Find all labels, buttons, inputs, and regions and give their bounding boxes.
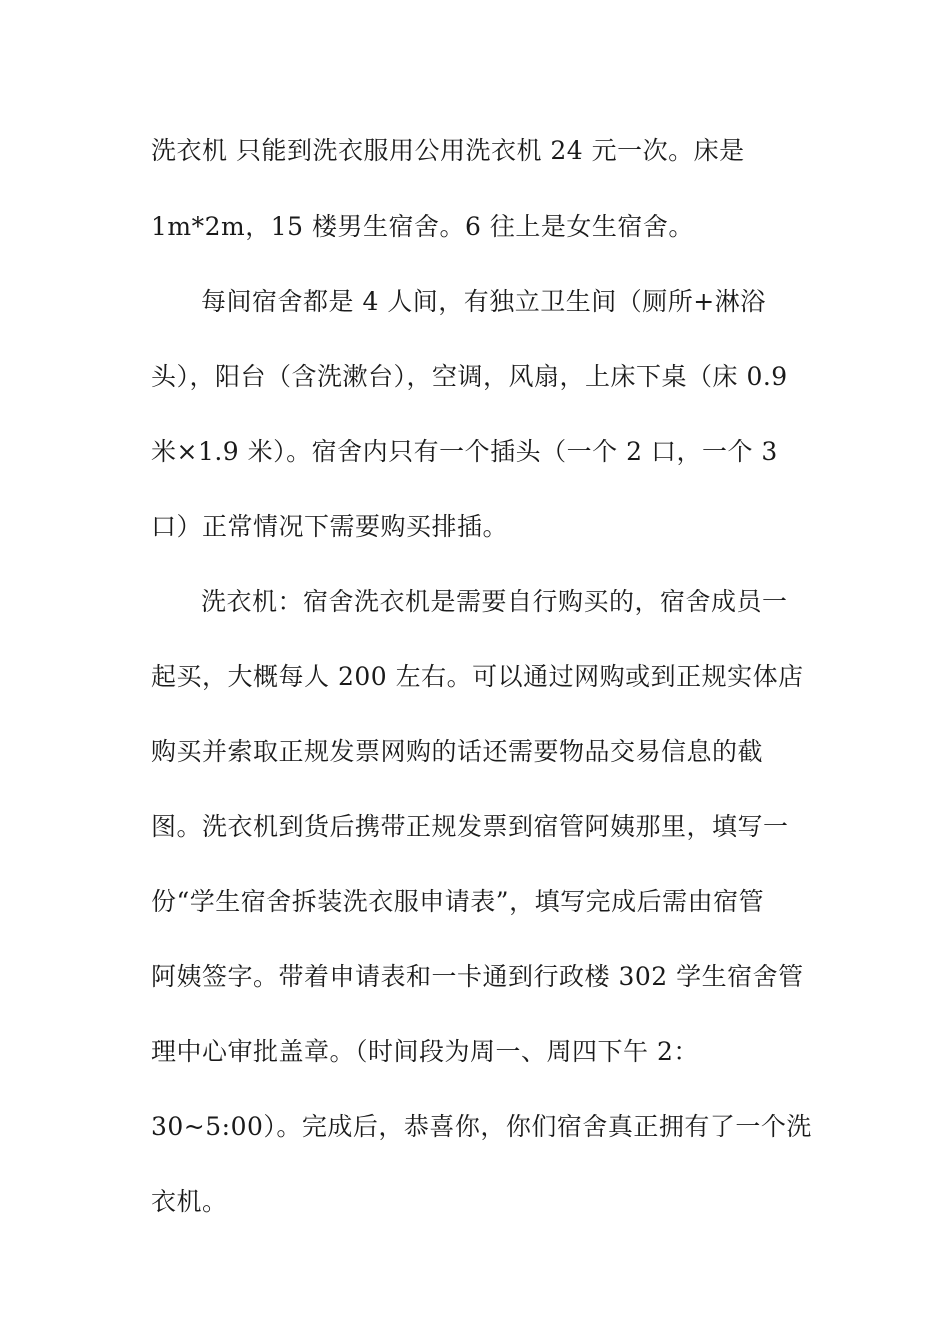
text-line-7: 洗衣机：宿舍洗衣机是需要自行购买的，宿舍成员一 bbox=[201, 587, 788, 616]
text-line-11: 份“学生宿舍拆装洗衣服申请表”，填写完成后需由宿管 bbox=[151, 887, 765, 916]
text-line-13: 理中心审批盖章。（时间段为周一、周四下午 2： bbox=[151, 1037, 699, 1066]
text-line-8: 起买，大概每人 200 左右。可以通过网购或到正规实体店 bbox=[151, 662, 804, 691]
text-line-1: 洗衣机 只能到洗衣服用公用洗衣机 24 元一次。床是 bbox=[151, 136, 745, 165]
text-line-3: 每间宿舍都是 4 人间，有独立卫生间（厕所+淋浴 bbox=[201, 287, 766, 316]
text-line-15: 衣机。 bbox=[151, 1187, 228, 1216]
text-line-4: 头），阳台（含洗漱台），空调，风扇，上床下桌（床 0.9 bbox=[151, 362, 788, 391]
text-line-6: 口）正常情况下需要购买排插。 bbox=[151, 512, 509, 541]
text-line-5: 米×1.9 米）。宿舍内只有一个插头（一个 2 口，一个 3 bbox=[151, 437, 778, 466]
text-line-2: 1m*2m，15 楼男生宿舍。6 往上是女生宿舍。 bbox=[151, 212, 694, 241]
text-line-9: 购买并索取正规发票网购的话还需要物品交易信息的截 bbox=[151, 737, 764, 766]
text-line-12: 阿姨签字。带着申请表和一卡通到行政楼 302 学生宿舍管 bbox=[151, 962, 804, 991]
text-line-14: 30~5:00）。完成后，恭喜你，你们宿舍真正拥有了一个洗 bbox=[151, 1112, 812, 1141]
text-line-10: 图。洗衣机到货后携带正规发票到宿管阿姨那里，填写一 bbox=[151, 812, 789, 841]
